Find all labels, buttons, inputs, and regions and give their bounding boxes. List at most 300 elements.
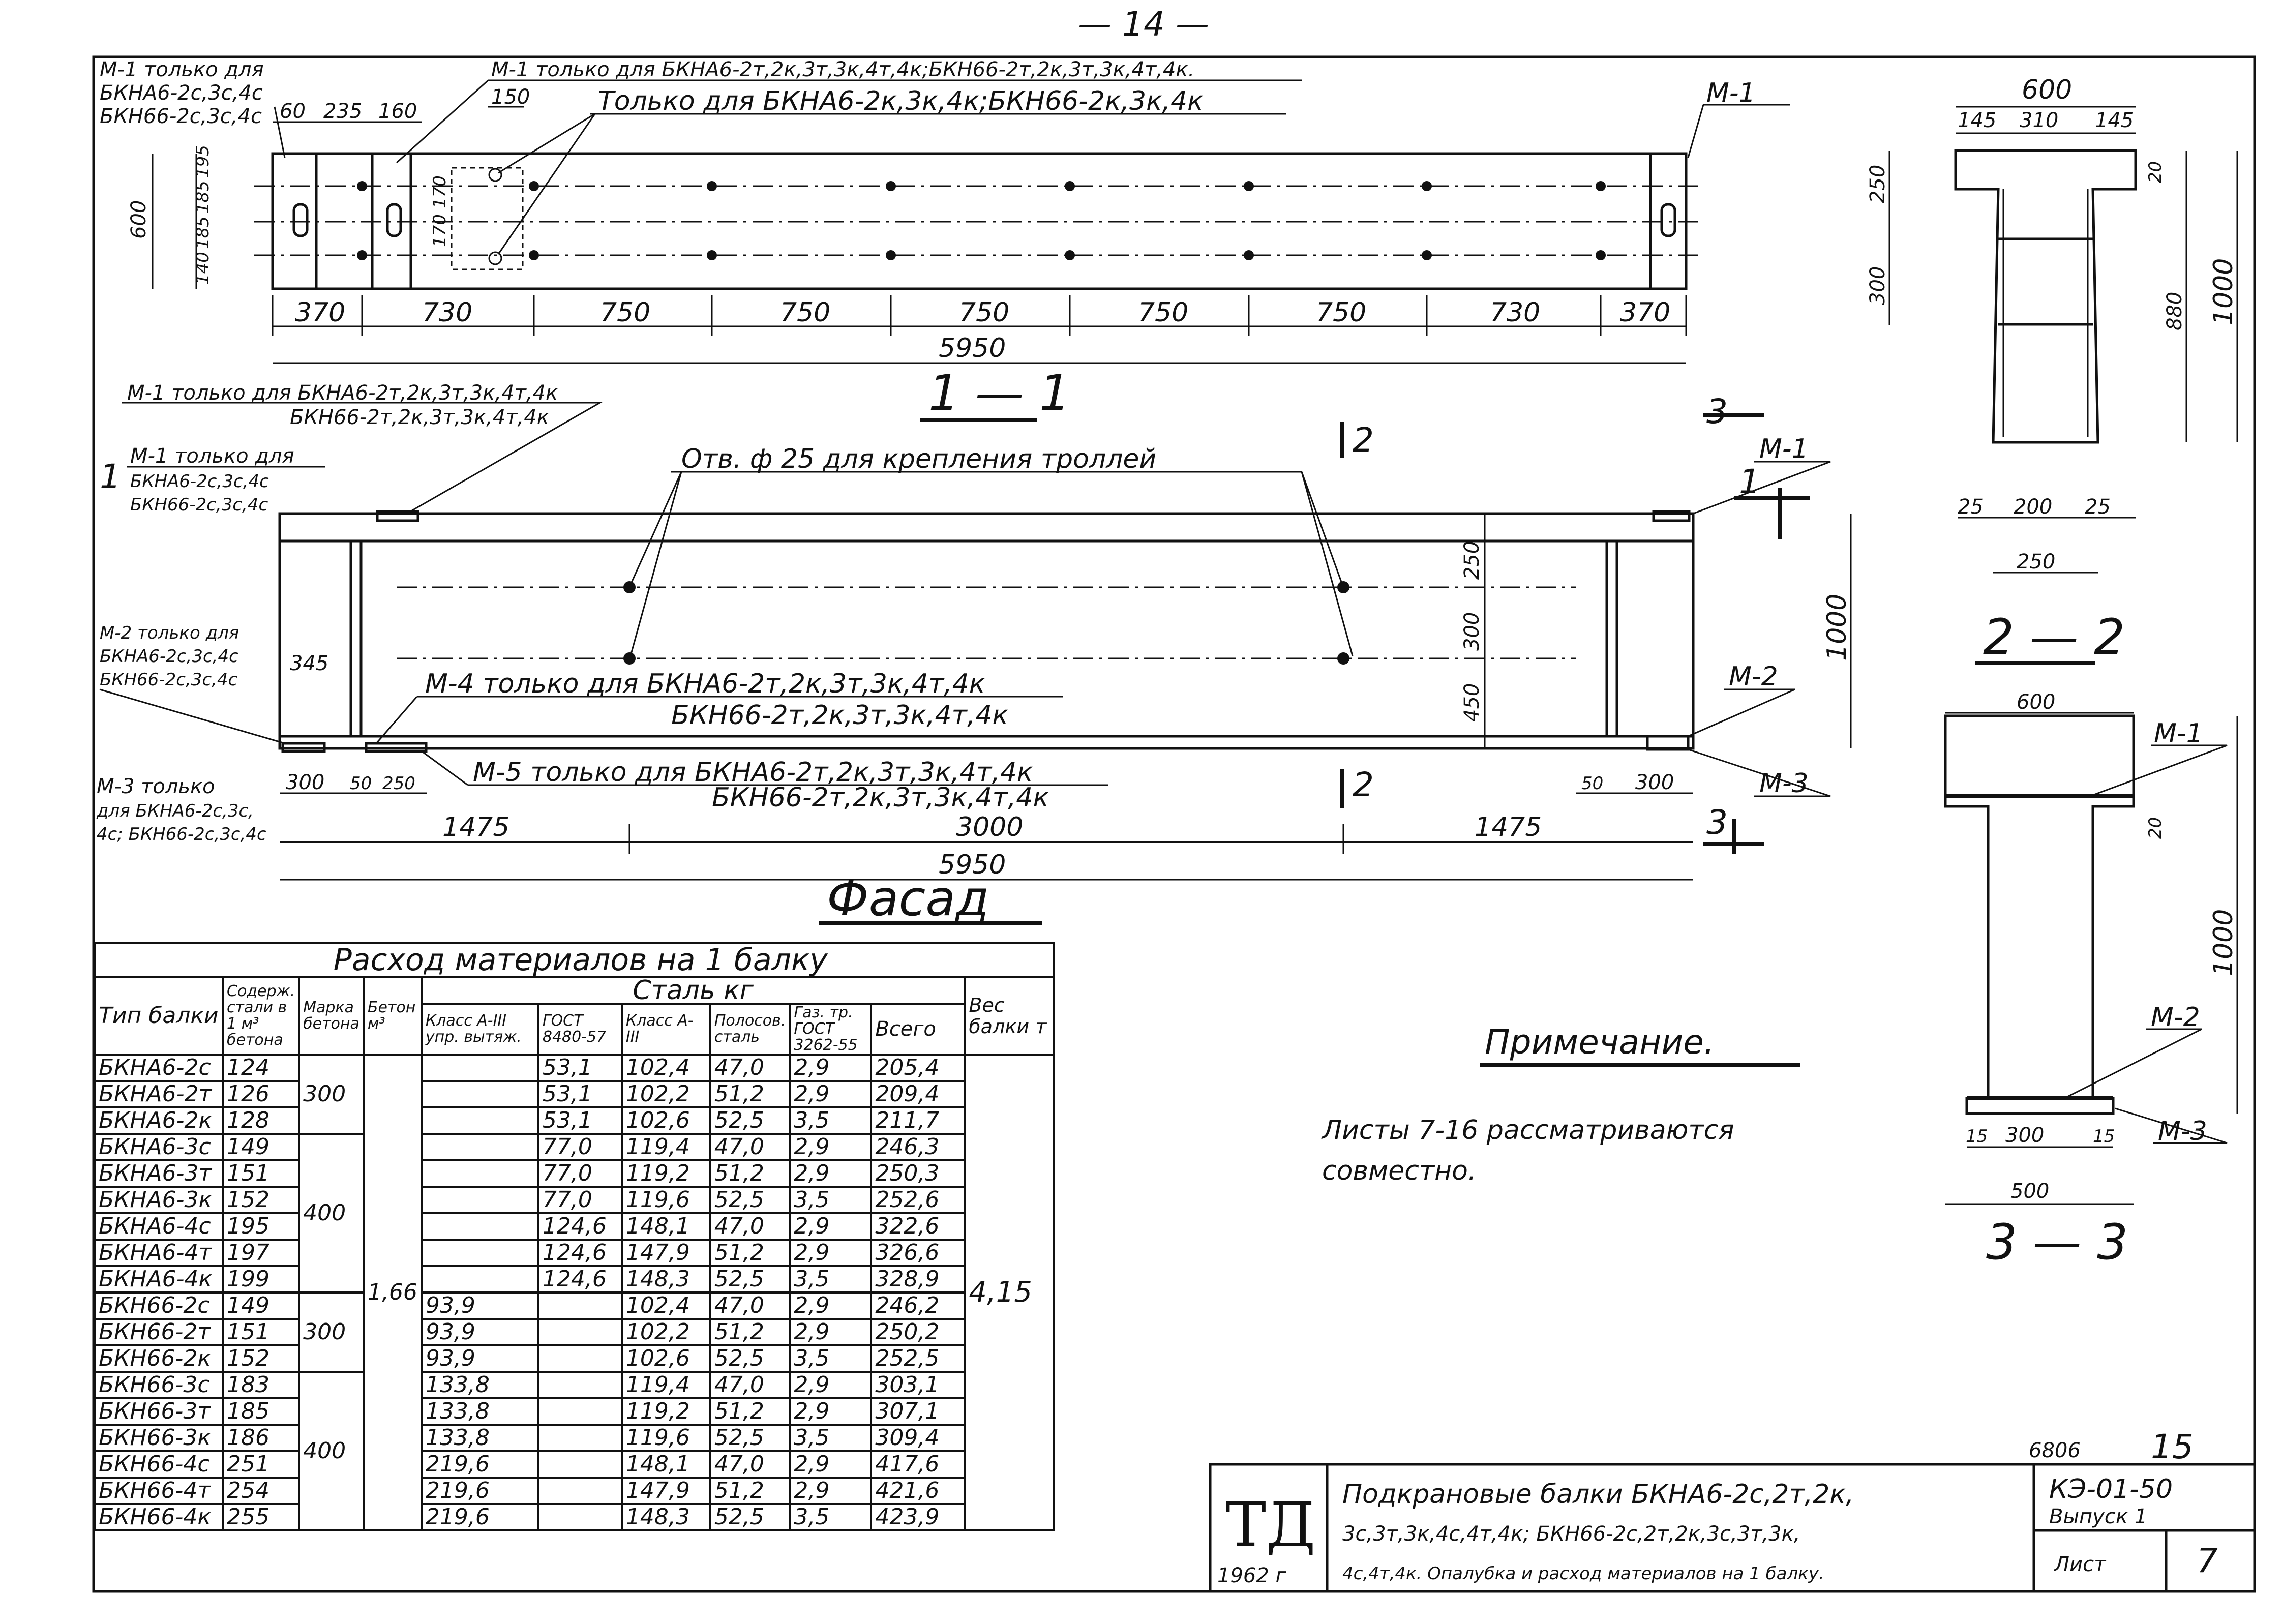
sec2-dim-300: 300 <box>2005 1124 2045 1147</box>
cell-gost <box>538 1504 622 1530</box>
facade-m5-note-1: М-5 только для БКНА6-2т,2к,3т,3к,4т,4к <box>473 757 1033 788</box>
cell-gost: 53,1 <box>538 1081 622 1107</box>
cell-pipe: 3,5 <box>790 1345 871 1372</box>
cell-strip: 51,2 <box>710 1240 790 1266</box>
facade-dim-50-right: 50 <box>1581 773 1604 794</box>
cell-class: 148,3 <box>622 1504 710 1530</box>
beam-section-outline <box>1956 151 2136 442</box>
cell-pipe: 2,9 <box>790 1319 871 1345</box>
cell-pipe: 2,9 <box>790 1160 871 1187</box>
facade-m2-note-1: М-2 только для <box>100 623 239 643</box>
cell-type: БКНА6-3т <box>95 1160 223 1187</box>
cell-type: БКНА6-4т <box>95 1240 223 1266</box>
plan-span-5: 750 <box>959 297 1010 328</box>
cell-gost: 77,0 <box>538 1134 622 1160</box>
oval-slot <box>1662 204 1675 236</box>
page-number: — 14 — <box>1078 5 1209 44</box>
facade-m3-note-3: 4с; БКН66-2с,3с,4с <box>97 824 266 845</box>
facade-dim-250-left: 250 <box>382 773 415 794</box>
th-steel-group: Сталь кг <box>422 977 965 1004</box>
plan-holes-note: Только для БКНА6-2к,3к,4к;БКН66-2к,3к,4к <box>598 86 1204 116</box>
section-upper-right <box>1866 75 2239 666</box>
sec1-dim-1000: 1000 <box>2208 258 2239 325</box>
facade-m1-note-a-2: БКН66-2т,2к,3т,3к,4т,4к <box>290 406 549 429</box>
plan-span-6: 750 <box>1138 297 1189 328</box>
cell-strip: 47,0 <box>710 1055 790 1081</box>
plan-span-3: 750 <box>600 297 651 328</box>
cell-steel-per-m3: 152 <box>223 1187 299 1213</box>
facade-holes-note: Отв. ф 25 для крепления троллей <box>681 444 1157 474</box>
cell-steel-per-m3: 199 <box>223 1266 299 1292</box>
cell-pipe: 2,9 <box>790 1055 871 1081</box>
th-concrete: Бетон м³ <box>364 977 422 1055</box>
stamp-desc-1: Подкрановые балки БКНА6-2с,2т,2к, <box>1342 1479 1854 1510</box>
cell-class: 102,2 <box>622 1319 710 1345</box>
facade-dim-3000: 3000 <box>956 812 1024 843</box>
cell-type: БКН66-4к <box>95 1504 223 1530</box>
stamp-year: 1962 г <box>1217 1564 1286 1587</box>
cell-steel-per-m3: 251 <box>223 1451 299 1478</box>
stamp-desc-2: 3с,3т,3к,4с,4т,4к; БКН66-2с,2т,2к,3с,3т,3к, <box>1342 1522 1800 1546</box>
plan-m1-note-top: М-1 только для БКНА6-2т,2к,3т,3к,4т,4к;БКН66-2т,2к,3т,3к,4т,4к. <box>491 58 1195 81</box>
oval-slot <box>387 204 401 236</box>
section-mark-2-top: 2 <box>1353 420 1374 460</box>
section-mark-2-bottom: 2 <box>1353 765 1374 804</box>
plan-span-9: 370 <box>1620 297 1671 328</box>
cell-pipe: 2,9 <box>790 1134 871 1160</box>
cell-total: 309,4 <box>871 1425 965 1451</box>
cell-class: 102,6 <box>622 1107 710 1134</box>
cell-strip: 52,5 <box>710 1504 790 1530</box>
cell-type: БКНА6-2к <box>95 1107 223 1134</box>
cell-strip: 51,2 <box>710 1478 790 1504</box>
cell-strip: 51,2 <box>710 1160 790 1187</box>
plan-dim-150: 150 <box>491 85 530 109</box>
cell-steel-per-m3: 128 <box>223 1107 299 1134</box>
cell-gost <box>538 1319 622 1345</box>
cell-type: БКН66-3к <box>95 1425 223 1451</box>
cell-type: БКНА6-2с <box>95 1055 223 1081</box>
cell-type: БКН66-3т <box>95 1398 223 1425</box>
cell-steel-per-m3: 152 <box>223 1345 299 1372</box>
cell-steel-per-m3: 151 <box>223 1319 299 1345</box>
cell-strip: 47,0 <box>710 1451 790 1478</box>
table-row <box>95 1292 1054 1319</box>
plan-m1-note-left-3: БКН66-2с,3с,4с <box>100 105 262 128</box>
section-3-3-label: 3 — 3 <box>1986 1214 2128 1271</box>
facade-m1-note-b-1: М-1 только для <box>130 444 294 468</box>
note-title: Примечание. <box>1485 1022 1715 1062</box>
cell-steel-per-m3: 149 <box>223 1134 299 1160</box>
cell-a3-upr: 133,8 <box>422 1425 538 1451</box>
cell-class: 119,4 <box>622 1372 710 1398</box>
sec1-dim-250: 250 <box>1866 164 1889 203</box>
facade-m1-note-b-2: БКНА6-2с,3с,4с <box>130 471 269 492</box>
cell-steel-per-m3: 197 <box>223 1240 299 1266</box>
cell-class: 119,6 <box>622 1425 710 1451</box>
cell-total: 246,2 <box>871 1292 965 1319</box>
cell-steel-per-m3: 255 <box>223 1504 299 1530</box>
cell-a3-upr <box>422 1187 538 1213</box>
cell-class: 102,4 <box>622 1292 710 1319</box>
cell-gost <box>538 1345 622 1372</box>
cell-total: 421,6 <box>871 1478 965 1504</box>
cell-strip: 47,0 <box>710 1213 790 1240</box>
cell-type: БКНА6-2т <box>95 1081 223 1107</box>
cell-class: 119,4 <box>622 1134 710 1160</box>
facade-m2-note-2: БКНА6-2с,3с,4с <box>100 646 238 667</box>
sec1-dim-600: 600 <box>2022 75 2073 105</box>
cell-class: 102,6 <box>622 1345 710 1372</box>
facade-m3-note-2: для БКНА6-2с,3с, <box>97 801 254 821</box>
cell-a3-upr: 93,9 <box>422 1345 538 1372</box>
cell-total: 250,3 <box>871 1160 965 1187</box>
cell-gost: 77,0 <box>538 1187 622 1213</box>
facade-view <box>96 381 1852 927</box>
cell-strip: 52,5 <box>710 1425 790 1451</box>
cell-steel-per-m3: 126 <box>223 1081 299 1107</box>
cell-a3-upr: 93,9 <box>422 1292 538 1319</box>
cell-strip: 52,5 <box>710 1107 790 1134</box>
table-row <box>95 1055 1054 1081</box>
cell-a3-upr: 93,9 <box>422 1319 538 1345</box>
table-row <box>95 1213 1054 1240</box>
cell-class: 102,2 <box>622 1081 710 1107</box>
cell-a3-upr <box>422 1213 538 1240</box>
plan-dim-185a: 185 <box>193 216 213 249</box>
plan-dim-170b: 170 <box>430 175 450 208</box>
facade-m2-note-3: БКН66-2с,3с,4с <box>100 670 238 690</box>
cell-total: 307,1 <box>871 1398 965 1425</box>
cell-a3-upr: 219,6 <box>422 1504 538 1530</box>
cell-strip: 51,2 <box>710 1319 790 1345</box>
cell-a3-upr <box>422 1107 538 1134</box>
cell-gost <box>538 1425 622 1451</box>
plan-span-7: 750 <box>1316 297 1367 328</box>
cell-steel-per-m3: 149 <box>223 1292 299 1319</box>
cell-steel-per-m3: 151 <box>223 1160 299 1187</box>
facade-dim-345: 345 <box>290 652 329 675</box>
plan-dim-185b: 185 <box>193 181 213 214</box>
facade-dim-300-v: 300 <box>1460 612 1484 651</box>
cell-pipe: 2,9 <box>790 1398 871 1425</box>
sec1-dim-20: 20 <box>2145 161 2166 183</box>
note-line-2: совместно. <box>1322 1156 1477 1186</box>
cell-pipe: 3,5 <box>790 1187 871 1213</box>
cell-pipe: 3,5 <box>790 1107 871 1134</box>
facade-dim-1475-left: 1475 <box>442 812 510 843</box>
facade-m1-note-a-1: М-1 только для БКНА6-2т,2к,3т,3к,4т,4к <box>127 381 558 405</box>
th-steel-per-m3: Содерж. стали в 1 м³ бетона <box>223 977 299 1055</box>
sec1-dim-300: 300 <box>1866 266 1889 305</box>
cell-type: БКН66-3с <box>95 1372 223 1398</box>
cell-weight: 4,15 <box>965 1055 1054 1530</box>
stamp-sheet-label: Лист <box>2054 1553 2106 1576</box>
cell-concrete: 1,66 <box>364 1055 422 1530</box>
section-mark-3-top: 3 <box>1706 392 1728 431</box>
cell-a3-upr: 133,8 <box>422 1398 538 1425</box>
cell-pipe: 3,5 <box>790 1266 871 1292</box>
th-grade: Марка бетона <box>299 977 364 1055</box>
plan-section-label: 1 — 1 <box>928 365 1071 422</box>
sec2-dim-500: 500 <box>2010 1180 2050 1203</box>
cell-strip: 52,5 <box>710 1187 790 1213</box>
plan-m1-note-left-1: М-1 только для <box>100 58 264 81</box>
sec1-dim-880: 880 <box>2163 291 2186 330</box>
sec1-dim-200: 200 <box>2014 495 2053 519</box>
cell-class: 119,6 <box>622 1187 710 1213</box>
cell-total: 303,1 <box>871 1372 965 1398</box>
cell-total: 209,4 <box>871 1081 965 1107</box>
table-row <box>95 1187 1054 1213</box>
cell-strip: 47,0 <box>710 1292 790 1319</box>
sec1-dim-25-right: 25 <box>2085 495 2111 519</box>
stamp-desc-3: 4с,4т,4к. Опалубка и расход материалов на 1 балку. <box>1342 1563 1824 1584</box>
section-lower-right <box>1945 690 2239 1271</box>
sec2-dim-1000: 1000 <box>2208 909 2239 976</box>
cell-total: 250,2 <box>871 1319 965 1345</box>
section-2-2-label: 2 — 2 <box>1983 609 2125 666</box>
cell-pipe: 2,9 <box>790 1478 871 1504</box>
cell-gost: 124,6 <box>538 1240 622 1266</box>
cell-steel-per-m3: 124 <box>223 1055 299 1081</box>
cell-strip: 51,2 <box>710 1081 790 1107</box>
facade-dim-300-left: 300 <box>286 771 325 794</box>
cell-class: 119,2 <box>622 1398 710 1425</box>
cell-type: БКН66-2т <box>95 1319 223 1345</box>
cell-a3-upr: 219,6 <box>422 1451 538 1478</box>
cell-type: БКНА6-4к <box>95 1266 223 1292</box>
facade-m3-note-1: М-3 только <box>97 775 215 798</box>
cell-a3-upr <box>422 1240 538 1266</box>
sec1-dim-145-left: 145 <box>1958 109 1997 132</box>
th-gost: ГОСТ 8480-57 <box>538 1004 622 1055</box>
facade-dim-1000-v: 1000 <box>1822 593 1852 661</box>
cell-a3-upr <box>422 1134 538 1160</box>
cell-total: 205,4 <box>871 1055 965 1081</box>
materials-table <box>94 942 1055 1531</box>
cell-strip: 47,0 <box>710 1372 790 1398</box>
plan-span-4: 750 <box>780 297 831 328</box>
cell-a3-upr <box>422 1055 538 1081</box>
cell-class: 102,4 <box>622 1055 710 1081</box>
cell-type: БКН66-2с <box>95 1292 223 1319</box>
cell-class: 148,1 <box>622 1451 710 1478</box>
table-row <box>95 1398 1054 1425</box>
cell-steel-per-m3: 185 <box>223 1398 299 1425</box>
cell-gost: 53,1 <box>538 1107 622 1134</box>
facade-dim-50-left: 50 <box>350 773 372 794</box>
stamp-sheet-number: 7 <box>2197 1541 2218 1580</box>
cell-type: БКН66-4с <box>95 1451 223 1478</box>
plan-span-8: 730 <box>1490 297 1541 328</box>
table-row <box>95 1478 1054 1504</box>
th-pipe: Газ. тр. ГОСТ 3262-55 <box>790 1004 871 1055</box>
cell-gost <box>538 1451 622 1478</box>
plan-dim-170a: 170 <box>430 214 450 247</box>
cell-total: 322,6 <box>871 1213 965 1240</box>
cell-gost <box>538 1478 622 1504</box>
cell-type: БКНА6-4с <box>95 1213 223 1240</box>
cell-pipe: 2,9 <box>790 1451 871 1478</box>
cell-pipe: 2,9 <box>790 1081 871 1107</box>
th-total: Всего <box>871 1004 965 1055</box>
table-row <box>95 1345 1054 1372</box>
table-row <box>95 1240 1054 1266</box>
facade-m1-note-b-3: БКН66-2с,3с,4с <box>130 495 268 515</box>
th-a3-upr: Класс А-III упр. вытяж. <box>422 1004 538 1055</box>
cell-strip: 52,5 <box>710 1345 790 1372</box>
stamp-code-2: Выпуск 1 <box>2049 1505 2148 1528</box>
cell-a3-upr <box>422 1160 538 1187</box>
table-row <box>95 1266 1054 1292</box>
cell-a3-upr <box>422 1266 538 1292</box>
cell-steel-per-m3: 186 <box>223 1425 299 1451</box>
cell-class: 148,3 <box>622 1266 710 1292</box>
th-weight: Вес балки т <box>965 977 1054 1055</box>
cell-a3-upr: 219,6 <box>422 1478 538 1504</box>
cell-steel-per-m3: 183 <box>223 1372 299 1398</box>
table-row <box>95 1504 1054 1530</box>
table-row <box>95 1134 1054 1160</box>
title-block <box>1210 1427 2255 1591</box>
table-row <box>95 1372 1054 1398</box>
cell-a3-upr: 133,8 <box>422 1372 538 1398</box>
sec2-dim-20: 20 <box>2145 817 2166 839</box>
plan-span-2: 730 <box>422 297 473 328</box>
cell-type: БКН66-2к <box>95 1345 223 1372</box>
cell-type: БКНА6-3к <box>95 1187 223 1213</box>
table-row <box>95 1107 1054 1134</box>
sec2-m3-label: М-3 <box>2158 1116 2207 1147</box>
section-mark-3-bottom: 3 <box>1706 803 1728 842</box>
cell-total: 252,6 <box>871 1187 965 1213</box>
cell-pipe: 3,5 <box>790 1504 871 1530</box>
cell-total: 328,9 <box>871 1266 965 1292</box>
cell-pipe: 2,9 <box>790 1213 871 1240</box>
cell-total: 423,9 <box>871 1504 965 1530</box>
cell-grade: 300 <box>299 1292 364 1372</box>
cell-strip: 47,0 <box>710 1134 790 1160</box>
sec2-dim-15-left: 15 <box>1966 1126 1988 1147</box>
plan-dim-235: 235 <box>323 100 363 123</box>
table-row <box>95 1319 1054 1345</box>
plan-dim-195: 195 <box>193 145 213 178</box>
cell-total: 211,7 <box>871 1107 965 1134</box>
facade-m3-label: М-3 <box>1759 768 1809 799</box>
plan-dim-140: 140 <box>193 252 213 285</box>
sec2-m1-label: М-1 <box>2154 718 2203 749</box>
th-type: Тип балки <box>95 977 223 1055</box>
table-row <box>95 1425 1054 1451</box>
plan-view <box>100 58 1790 422</box>
facade-total: 5950 <box>939 850 1006 880</box>
page-mark: 15 <box>2151 1427 2194 1466</box>
table-title: Расход материалов на 1 балку <box>95 943 1054 977</box>
cell-gost <box>538 1292 622 1319</box>
plan-dim-600: 600 <box>127 200 151 239</box>
stamp-td: ТД <box>1225 1490 1316 1560</box>
plan-m1-note-left-2: БКНА6-2с,3с,4с <box>100 81 263 105</box>
cell-class: 147,9 <box>622 1240 710 1266</box>
cell-gost: 77,0 <box>538 1160 622 1187</box>
sec2-dim-15-right: 15 <box>2093 1126 2115 1147</box>
note-line-1: Листы 7-16 рассматриваются <box>1322 1115 1734 1146</box>
cell-total: 326,6 <box>871 1240 965 1266</box>
cell-gost <box>538 1398 622 1425</box>
table-row <box>95 1081 1054 1107</box>
th-strip: Полосов. сталь <box>710 1004 790 1055</box>
facade-m1-label: М-1 <box>1759 434 1809 464</box>
cell-gost: 124,6 <box>538 1213 622 1240</box>
oval-slot <box>294 204 307 236</box>
facade-dim-250-v: 250 <box>1460 540 1484 580</box>
cell-gost: 53,1 <box>538 1055 622 1081</box>
cell-pipe: 3,5 <box>790 1425 871 1451</box>
cell-strip: 51,2 <box>710 1398 790 1425</box>
cell-class: 147,9 <box>622 1478 710 1504</box>
facade-m5-note-2: БКН66-2т,2к,3т,3к,4т,4к <box>712 783 1049 813</box>
cell-gost: 124,6 <box>538 1266 622 1292</box>
plan-dim-160: 160 <box>378 100 417 123</box>
sec2-m2-label: М-2 <box>2151 1002 2200 1033</box>
archive-number: 6806 <box>2029 1439 2081 1462</box>
cell-total: 246,3 <box>871 1134 965 1160</box>
section-mark-1-right: 1 <box>1739 462 1760 501</box>
cell-pipe: 2,9 <box>790 1372 871 1398</box>
plan-dots <box>357 181 1606 260</box>
cell-grade: 300 <box>299 1055 364 1134</box>
sec1-dim-250-bottom: 250 <box>2017 550 2056 574</box>
facade-m4-note-1: М-4 только для БКНА6-2т,2к,3т,3к,4т,4к <box>425 669 985 699</box>
sec1-dim-25-left: 25 <box>1958 495 1984 519</box>
cell-grade: 400 <box>299 1372 364 1530</box>
facade-dim-1475-right: 1475 <box>1475 812 1542 843</box>
plan-span-1: 370 <box>295 297 346 328</box>
facade-dim-300-right: 300 <box>1635 771 1674 794</box>
cell-a3-upr <box>422 1081 538 1107</box>
sec1-dim-310: 310 <box>2020 109 2059 132</box>
stamp-code-1: КЭ-01-50 <box>2049 1474 2173 1505</box>
cell-type: БКНА6-3с <box>95 1134 223 1160</box>
cell-strip: 52,5 <box>710 1266 790 1292</box>
cell-class: 148,1 <box>622 1213 710 1240</box>
materials-table-body <box>95 1055 1054 1530</box>
cell-pipe: 2,9 <box>790 1292 871 1319</box>
sec1-dim-145-right: 145 <box>2095 109 2134 132</box>
cell-total: 417,6 <box>871 1451 965 1478</box>
section-mark-1-left: 1 <box>100 457 121 496</box>
facade-m2-label: М-2 <box>1729 661 1778 692</box>
table-row <box>95 1451 1054 1478</box>
table-row <box>95 1160 1054 1187</box>
cell-class: 119,2 <box>622 1160 710 1187</box>
cell-pipe: 2,9 <box>790 1240 871 1266</box>
beam-section-2-outline <box>1945 716 2134 1114</box>
cell-gost <box>538 1372 622 1398</box>
facade-title: Фасад <box>827 870 989 927</box>
cell-steel-per-m3: 195 <box>223 1213 299 1240</box>
sec2-dim-600: 600 <box>2017 690 2056 714</box>
facade-m4-note-2: БКН66-2т,2к,3т,3к,4т,4к <box>671 700 1008 731</box>
plan-m1-label: М-1 <box>1706 78 1756 108</box>
th-class: Класс А-III <box>622 1004 710 1055</box>
cell-grade: 400 <box>299 1134 364 1292</box>
cell-total: 252,5 <box>871 1345 965 1372</box>
facade-dim-450-v: 450 <box>1460 683 1484 722</box>
cell-steel-per-m3: 254 <box>223 1478 299 1504</box>
plan-total: 5950 <box>939 333 1006 364</box>
